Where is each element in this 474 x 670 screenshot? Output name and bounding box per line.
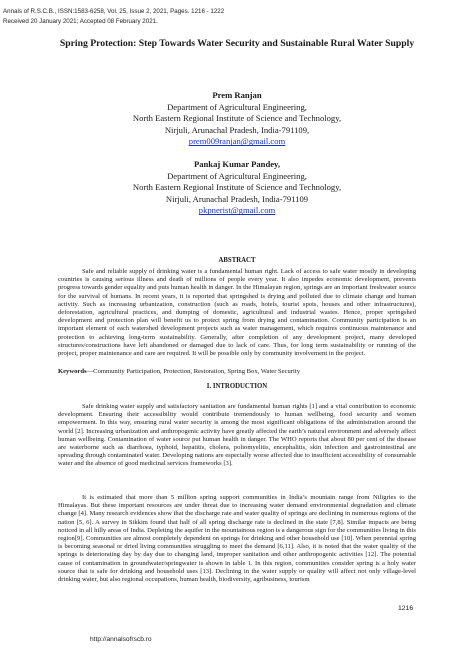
author-block-1 bbox=[40, 90, 434, 148]
author-address: Nirjuli, Arunachal Pradesh, India-791109, bbox=[164, 124, 310, 135]
section-heading: I. INTRODUCTION bbox=[206, 383, 268, 390]
abstract-heading: ABSTRACT bbox=[218, 257, 256, 264]
received-dates: Received 20 January 2021; Accepted 08 February 2021. bbox=[3, 17, 158, 25]
journal-header bbox=[3, 7, 224, 26]
author-department: Department of Agricultural Engineering, bbox=[167, 101, 307, 112]
keywords-text: —Community Participation, Protection, Restoration, Spring Box, Water Security bbox=[86, 368, 301, 375]
page-number: 1216 bbox=[398, 605, 414, 612]
footer-url: http://annalsofrscb.ro bbox=[90, 636, 152, 643]
author-email-link[interactable]: prem009ranjan@gmail.com bbox=[188, 136, 286, 147]
journal-citation: Annals of R.S.C.B., ISSN:1583-6258, Vol. 25, Issue 2, 2021, Pages. 1216 - 1222 bbox=[3, 8, 225, 15]
author-email-link[interactable]: pkpnerist@gmail.com bbox=[198, 205, 276, 216]
keywords-label: Keywords bbox=[58, 368, 87, 375]
author-department: Department of Agricultural Engineering, bbox=[167, 170, 307, 181]
author-institute: North Eastern Regional Institute of Science and Technology, bbox=[132, 113, 342, 124]
intro-paragraph-2: It is estimated that more than 5 million spring support communities in India’s mountain range from Niligries to the Himalayas. But these important resources are under threat due to increasing water demand environmental degradation and climate change [4]. Many research evidences show that the discharge rate and water quality of springs are declining in numerous regions of the nation [5, 6]. A survey in Sikkim found that half of all spring discharge rate is declined in the state [7,8]. Similar impacts are being noticed in all hilly areas of India. Depleting the aquifer in the mountainous region is a dangerous sign for the communities living in this region[9]. Communities are almost completely dependent on springs for drinking and other household use [10]. When perennial spring is becoming seasonal or dried living communities struggling to meet the demand [6,11]. Also, it is noted that the water quality of the springs is deteriorating day by day due to changing land, improper sanitation and other anthropogenic activities [12]. The potential cause of contamination in groundwater/springwater is shown in table 1. In this region, communities consider spring is a holy water source that is safe for drinking and household uses [13]. Declining in the water supply or quality will affect not only village-level drinking water, but also regional occupations, human health, biodiversity, agribusiness, tourism bbox=[58, 494, 416, 584]
keywords-line bbox=[58, 368, 416, 376]
author-name: Prem Ranjan bbox=[212, 90, 262, 100]
abstract-text: Safe and reliable supply of drinking water is a fundamental human right. Lack of access to safe water mostly in developing countries is causing serious illness and death of millions of people every year. It also impedes economic development, prevents progress towards gender equality and puts human health in danger. In the Himalayan region, springs are an important freshwater source for the survival of humans. In recent years, it is reported that springshed is drying and polluted due to climate change and human activity. Such as increasing urbanization, construction (such as roads, hotels, tourist spots, houses and other infrastructures), deforestation, agricultural practices, and dumping of domestic, agricultural and industrial wastes. Hence, proper springshed development and protection plan will benefit us to protect spring from drying and contamination. Community participation is an important element of each watershed development projects such as water management, which requires continuous maintenance and protection to achieving long-term sustainability. Generally, after completion of any development project, many developed structures/constructions have left abandoned or damaged due to lack of care. Thus, for long term sustainability or running of the project, proper maintenance and care are required. It will be possible only by community involvement in the project. bbox=[58, 268, 416, 358]
intro-paragraph-1: Safe drinking water supply and satisfactory sanitation are fundamental human rights [1] and a vital contribution to economic development. Ensuring their accessibility would contribute tremendously to human wellbeing, food security and women empowerment. In this way, ensuring rural water security is among the most significant obligations of the administration around the world [2]. Increasing urbanization and anthropogenic activity have greatly affected the earth’s natural environment and adversely affect human wellbeing. Contamination of water source put human health in danger. The WHO reports that about 80 per cent of the disease are waterborne such as diarrhoea, typhoid, hepatitis, cholera, poliomyelitis, encephalitis, skin infection and gastrointestinal are spreading through contaminated water. Developing nations are especially worse affected due to insufficient accessibility of consumable water and the absence of good medicinal services frameworks [3]. bbox=[58, 403, 416, 468]
author-name: Pankaj Kumar Pandey, bbox=[193, 159, 281, 169]
author-block-2 bbox=[40, 159, 434, 217]
paper-title: Spring Protection: Step Towards Water Security and Sustainable Rural Water Supply bbox=[59, 38, 415, 49]
author-institute: North Eastern Regional Institute of Science and Technology, bbox=[132, 182, 342, 193]
author-address: Nirjuli, Arunachal Pradesh, India-791109 bbox=[165, 193, 309, 204]
